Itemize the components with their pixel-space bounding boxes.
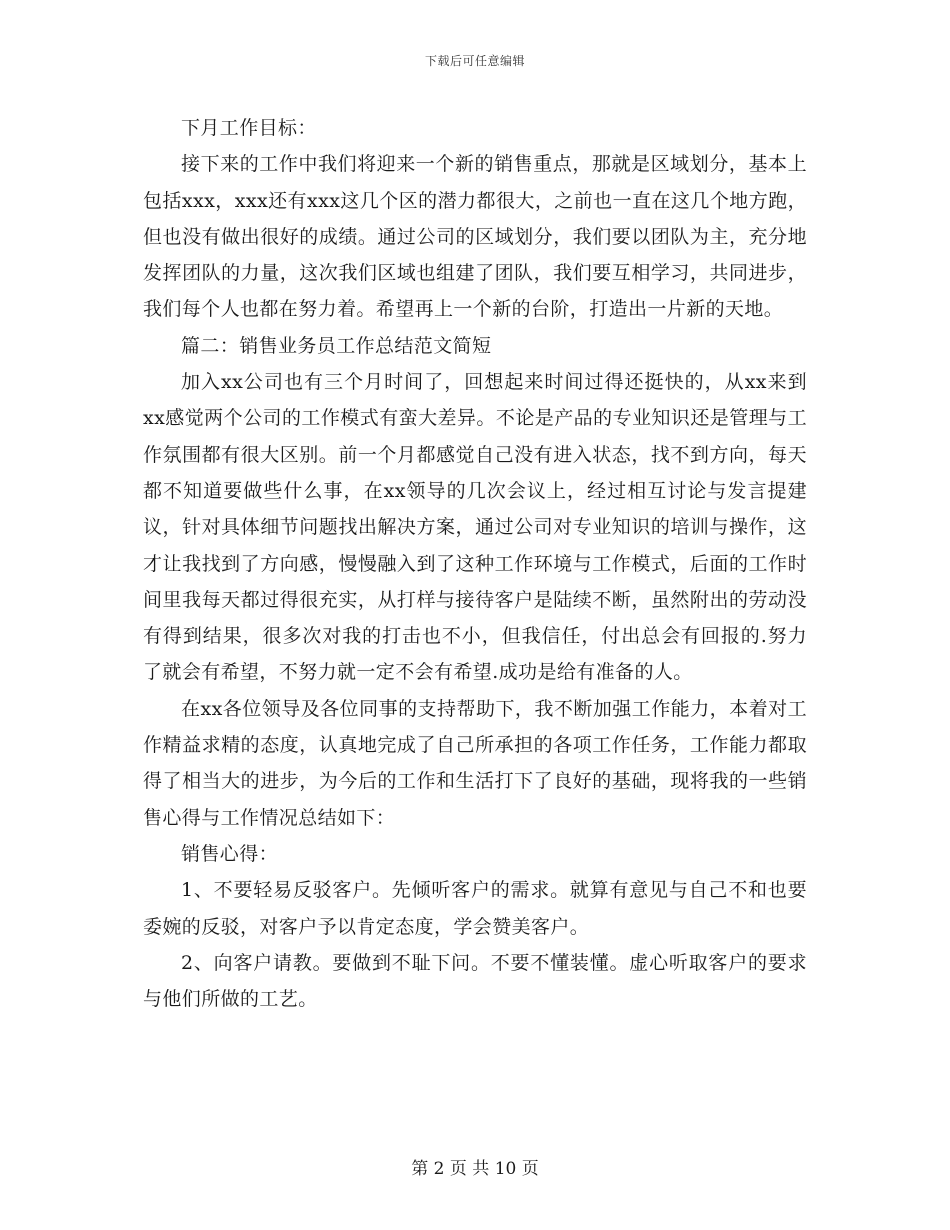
paragraph-insight-1: 1、不要轻易反驳客户。先倾听客户的需求。就算有意见与自己不和也要委婉的反驳，对客户予以肯定态度，学会赞美客户。 bbox=[143, 879, 807, 938]
paragraph-region-division: 接下来的工作中我们将迎来一个新的销售重点，那就是区域划分，基本上包括xxx，xxx还有xxx这几个区的潜力都很大，之前也一直在这几个地方跑，但也没有做出很好的成绩。通过公司的区域划分，我们要以团队为主，充分地发挥团队的力量，这次我们区域也组建了团队，我们要互相学习，共同进步，我们每个人也都在努力着。希望再上一个新的台阶，打造出一片新的天地。 bbox=[143, 153, 807, 321]
paragraph-support-summary: 在xx各位领导及各位同事的支持帮助下，我不断加强工作能力，本着对工作精益求精的态度，认真地完成了自己所承担的各项工作任务，工作能力都取得了相当大的进步，为今后的工作和生活打下了良好的基础，现将我的一些销售心得与工作情况总结如下： bbox=[143, 697, 807, 829]
page-number-footer: 第 2 页 共 10 页 bbox=[411, 1159, 539, 1179]
paragraph-next-month-goal-heading: 下月工作目标： bbox=[181, 117, 317, 139]
document-body bbox=[143, 110, 807, 1017]
page-header: 下载后可任意编辑 bbox=[424, 54, 525, 68]
paragraph-joining-company: 加入xx公司也有三个月时间了，回想起来时间过得还挺快的，从xx来到xx感觉两个公司的工作模式有蛮大差异。不论是产品的专业知识还是管理与工作氛围都有很大区别。前一个月都感觉自己没有进入状态，找不到方向，每天都不知道要做些什么事，在xx领导的几次会议上，经过相互讨论与发言提建议，针对具体细节问题找出解决方案，通过公司对专业知识的培训与操作，这才让我找到了方向感，慢慢融入到了这种工作环境与工作模式，后面的工作时间里我每天都过得很充实，从打样与接待客户是陆续不断，虽然附出的劳动没有得到结果，很多次对我的打击也不小，但我信任，付出总会有回报的.努力了就会有希望，不努力就一定不会有希望.成功是给有准备的人。 bbox=[143, 371, 807, 684]
paragraph-section-two-title: 篇二：销售业务员工作总结范文简短 bbox=[181, 334, 492, 357]
paragraph-sales-insights-heading: 销售心得： bbox=[181, 842, 279, 865]
paragraph-insight-2: 2、向客户请教。要做到不耻下问。不要不懂装懂。虚心听取客户的要求与他们所做的工艺。 bbox=[143, 951, 807, 1011]
